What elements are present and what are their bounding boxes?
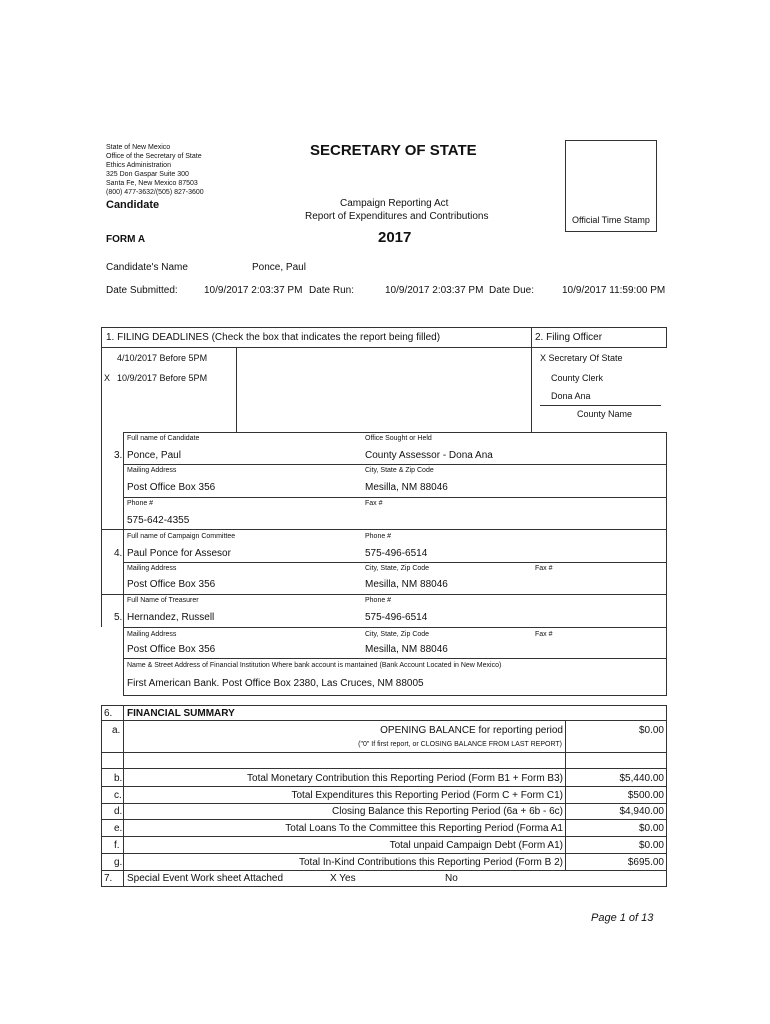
row-letter: a. bbox=[112, 725, 121, 736]
address-line: 325 Don Gaspar Suite 300 bbox=[106, 171, 189, 178]
deadline-option[interactable]: 10/9/2017 Before 5PM bbox=[117, 373, 208, 383]
candidate-mailing-label: Mailing Address bbox=[127, 467, 177, 474]
summary-row-value[interactable]: $5,440.00 bbox=[619, 773, 664, 784]
committee-city-label: City, State, Zip Code bbox=[365, 565, 430, 572]
summary-row-label: Total Loans To the Committee this Reporting Period (Forma A1 bbox=[285, 823, 563, 834]
candidate-fullname[interactable]: Ponce, Paul bbox=[127, 450, 181, 461]
section-7-number: 7. bbox=[104, 873, 113, 884]
section-3-number: 3. bbox=[114, 450, 123, 461]
address-line: Santa Fe, New Mexico 87503 bbox=[106, 180, 198, 187]
row-letter: c. bbox=[114, 790, 122, 801]
deadline-option[interactable]: 4/10/2017 Before 5PM bbox=[117, 353, 208, 363]
form-label: FORM A bbox=[106, 234, 146, 245]
page-title: SECRETARY OF STATE bbox=[310, 142, 477, 159]
summary-row-label: Total Expenditures this Reporting Period (Form C + Form C1) bbox=[291, 790, 563, 801]
section-5-number: 5. bbox=[114, 612, 123, 623]
committee-name[interactable]: Paul Ponce for Assesor bbox=[127, 548, 231, 559]
treasurer-city-label: City, State, Zip Code bbox=[365, 631, 430, 638]
special-event-label: Special Event Work sheet Attached bbox=[127, 873, 284, 884]
committee-city[interactable]: Mesilla, NM 88046 bbox=[365, 579, 448, 590]
summary-row-label: Total Monetary Contribution this Reporting Period (Form B1 + Form B3) bbox=[247, 773, 563, 784]
opening-balance-label: OPENING BALANCE for reporting period bbox=[380, 725, 563, 736]
opening-balance-note: ("0" If first report, or CLOSING BALANCE FROM LAST REPORT) bbox=[358, 741, 562, 748]
committee-name-label: Full name of Campaign Committee bbox=[127, 533, 236, 540]
date-submitted: 10/9/2017 2:03:37 PM bbox=[204, 285, 303, 296]
row-letter: d. bbox=[114, 806, 123, 817]
date-run: 10/9/2017 2:03:37 PM bbox=[385, 285, 484, 296]
bank-label: Name & Street Address of Financial Institution Where bank account is mantained (Bank Account Located in New Mexico) bbox=[127, 662, 502, 669]
opening-balance-value[interactable]: $0.00 bbox=[638, 725, 664, 736]
candidate-phone[interactable]: 575-642-4355 bbox=[127, 515, 190, 526]
treasurer-phone[interactable]: 575-496-6514 bbox=[365, 612, 428, 623]
financial-summary-heading: FINANCIAL SUMMARY bbox=[127, 708, 235, 719]
summary-row-value[interactable]: $695.00 bbox=[627, 857, 664, 868]
summary-row-label: Total unpaid Campaign Debt (Form A1) bbox=[389, 840, 563, 851]
summary-row-value[interactable]: $0.00 bbox=[638, 840, 664, 851]
filing-officer-heading: 2. Filing Officer bbox=[535, 332, 603, 343]
committee-fax-label: Fax # bbox=[535, 565, 553, 572]
candidate-city-label: City, State & Zip Code bbox=[365, 467, 434, 474]
address-line: Ethics Administration bbox=[106, 162, 171, 169]
candidate-fullname-label: Full name of Candidate bbox=[127, 435, 200, 442]
committee-phone-label: Phone # bbox=[365, 533, 392, 540]
treasurer-mailing[interactable]: Post Office Box 356 bbox=[127, 644, 216, 655]
date-due: 10/9/2017 11:59:00 PM bbox=[562, 285, 666, 296]
treasurer-mailing-label: Mailing Address bbox=[127, 631, 177, 638]
date-submitted-label: Date Submitted: bbox=[106, 285, 178, 296]
date-due-label: Date Due: bbox=[489, 285, 535, 296]
time-stamp-label: Official Time Stamp bbox=[572, 215, 650, 225]
candidate-name: Ponce, Paul bbox=[252, 262, 306, 273]
address-line: State of New Mexico bbox=[106, 144, 171, 151]
row-letter: g. bbox=[114, 857, 123, 868]
address-line: (800) 477-3632/(505) 827-3600 bbox=[106, 189, 204, 196]
section-6-number: 6. bbox=[104, 708, 113, 719]
committee-phone[interactable]: 575-496-6514 bbox=[365, 548, 428, 559]
report-year: 2017 bbox=[378, 229, 412, 246]
date-run-label: Date Run: bbox=[309, 285, 355, 296]
committee-mailing[interactable]: Post Office Box 356 bbox=[127, 579, 216, 590]
row-letter: b. bbox=[114, 773, 123, 784]
page-number: Page 1 of 13 bbox=[591, 912, 654, 924]
office-sought[interactable]: County Assessor - Dona Ana bbox=[365, 450, 493, 461]
summary-row-value[interactable]: $0.00 bbox=[638, 823, 664, 834]
act-title: Campaign Reporting Act bbox=[340, 198, 449, 209]
deadline-checkmark[interactable]: X bbox=[104, 373, 111, 383]
summary-row-value[interactable]: $500.00 bbox=[627, 790, 664, 801]
candidate-phone-label: Phone # bbox=[127, 500, 154, 507]
county-name-label: County Name bbox=[577, 409, 633, 419]
officer-option[interactable]: County Clerk bbox=[551, 373, 604, 383]
office-sought-label: Office Sought or Held bbox=[365, 435, 432, 442]
section-4-number: 4. bbox=[114, 548, 123, 559]
candidate-city[interactable]: Mesilla, NM 88046 bbox=[365, 482, 448, 493]
agency-address bbox=[106, 143, 204, 197]
filing-deadlines-heading: 1. FILING DEADLINES (Check the box that indicates the report being filled) bbox=[106, 332, 441, 343]
special-event-yes[interactable]: X Yes bbox=[330, 873, 356, 884]
summary-row-label: Closing Balance this Reporting Period (6a + 6b - 6c) bbox=[332, 806, 563, 817]
treasurer-name-label: Full Name of Treasurer bbox=[127, 597, 199, 604]
officer-option[interactable]: X Secretary Of State bbox=[540, 353, 623, 363]
row-letter: e. bbox=[114, 823, 123, 834]
candidate-heading: Candidate bbox=[106, 199, 160, 211]
treasurer-name[interactable]: Hernandez, Russell bbox=[127, 612, 215, 623]
county-value: Dona Ana bbox=[551, 391, 591, 401]
candidate-name-label: Candidate's Name bbox=[106, 262, 188, 273]
candidate-mailing[interactable]: Post Office Box 356 bbox=[127, 482, 216, 493]
report-title: Report of Expenditures and Contributions bbox=[305, 211, 489, 222]
treasurer-fax-label: Fax # bbox=[535, 631, 553, 638]
candidate-fax-label: Fax # bbox=[365, 500, 383, 507]
row-letter: f. bbox=[114, 840, 120, 851]
address-line: Office of the Secretary of State bbox=[106, 153, 202, 160]
summary-row-value[interactable]: $4,940.00 bbox=[619, 806, 664, 817]
summary-row-label: Total In-Kind Contributions this Reporting Period (Form B 2) bbox=[298, 857, 563, 868]
bank-address[interactable]: First American Bank. Post Office Box 2380, Las Cruces, NM 88005 bbox=[127, 678, 424, 689]
committee-mailing-label: Mailing Address bbox=[127, 565, 177, 572]
special-event-no[interactable]: No bbox=[445, 873, 458, 884]
treasurer-phone-label: Phone # bbox=[365, 597, 392, 604]
treasurer-city[interactable]: Mesilla, NM 88046 bbox=[365, 644, 448, 655]
